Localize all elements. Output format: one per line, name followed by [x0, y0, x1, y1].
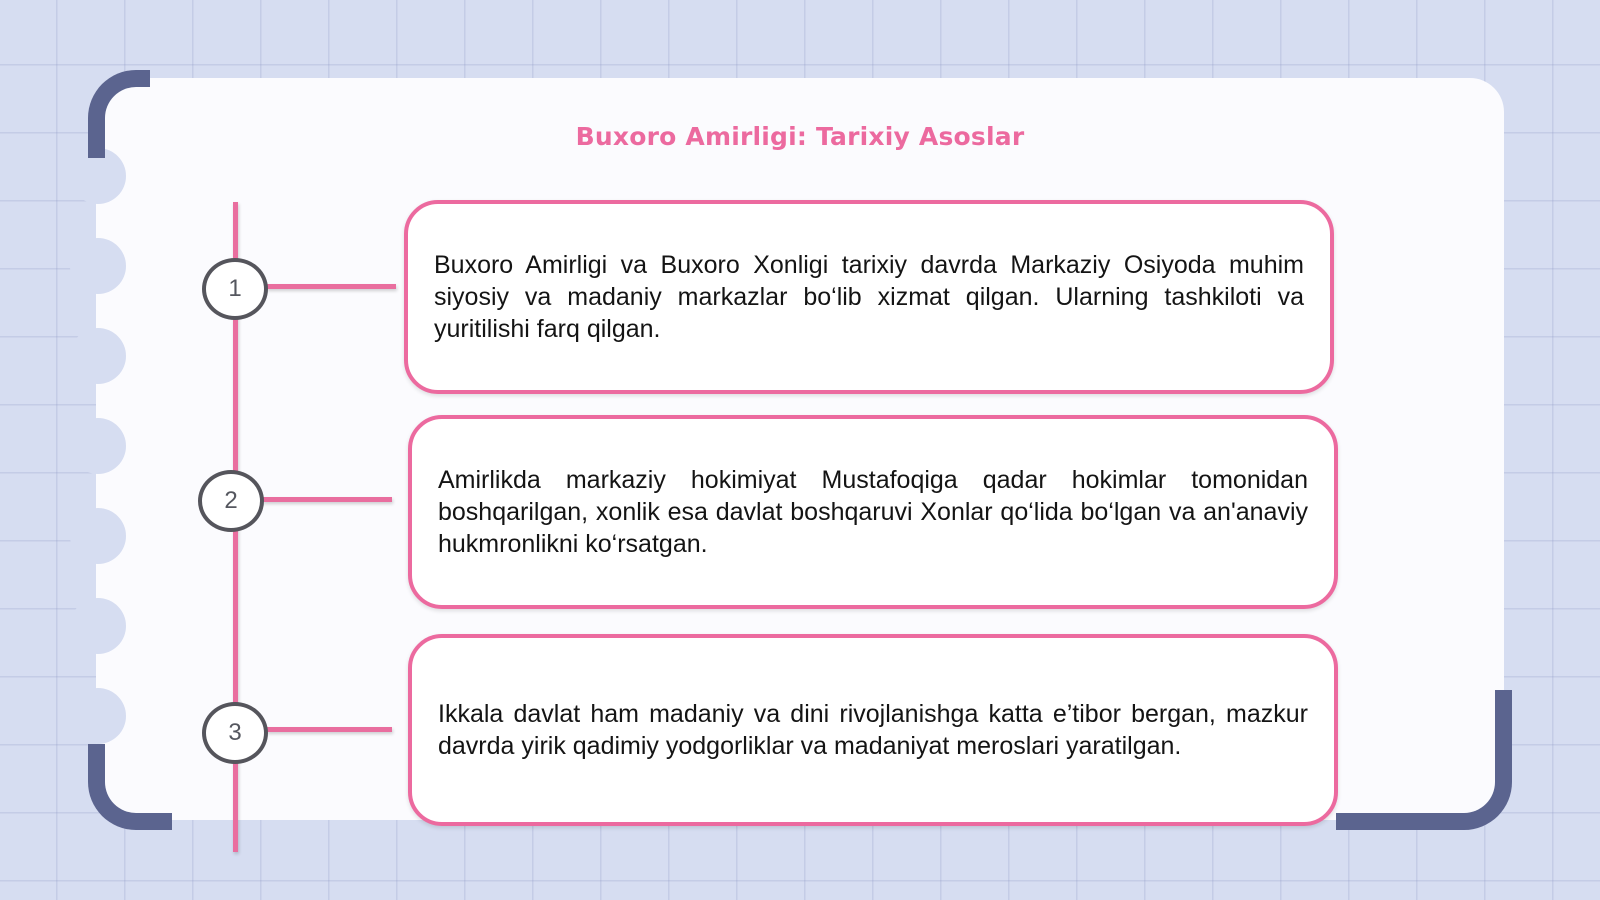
- card-scallop: [70, 238, 126, 294]
- timeline-card: [404, 200, 1334, 394]
- slide-title: Buxoro Amirligi: Tarixiy Asoslar: [575, 122, 1025, 151]
- card-scallop: [70, 688, 126, 744]
- timeline-text: Amirlikda markaziy hokimiyat Mustafoqiga qadar hokimlar tomonidan boshqarilgan, xonlik esa davlat boshqaruvi Xonlar qo‘lida bo‘lgan va an'anaviy hukmronlikni ko‘rsatgan.: [438, 466, 1308, 558]
- timeline-number: 2: [224, 487, 238, 514]
- corner-bracket-bottom-left: [88, 744, 172, 830]
- timeline-marker: [202, 702, 268, 764]
- card-scallop: [70, 598, 126, 654]
- corner-bracket-bottom-right: [1336, 690, 1512, 830]
- card-scallop: [70, 508, 126, 564]
- timeline-text: Buxoro Amirligi va Buxoro Xonligi tarixiy davrda Markaziy Osiyoda muhim siyosiy va madaniy markazlar bo‘lib xizmat qilgan. Ularning tashkiloti va yuritilishi farq qilgan.: [434, 251, 1304, 343]
- timeline-connector: [262, 497, 392, 502]
- timeline-marker: [198, 470, 264, 532]
- timeline-card: [408, 634, 1338, 826]
- timeline-text: Ikkala davlat ham madaniy va dini rivojlanishga katta e’tibor bergan, mazkur davrda yirik qadimiy yodgorliklar va madaniyat meroslari yaratilgan.: [438, 700, 1308, 760]
- timeline-marker: [202, 258, 268, 320]
- card-scallop: [70, 418, 126, 474]
- timeline-number: 3: [228, 719, 242, 746]
- timeline-number: 1: [228, 275, 242, 302]
- timeline-card: [408, 415, 1338, 609]
- card-scallop: [70, 328, 126, 384]
- timeline-connector: [266, 284, 396, 289]
- timeline-connector: [266, 727, 392, 732]
